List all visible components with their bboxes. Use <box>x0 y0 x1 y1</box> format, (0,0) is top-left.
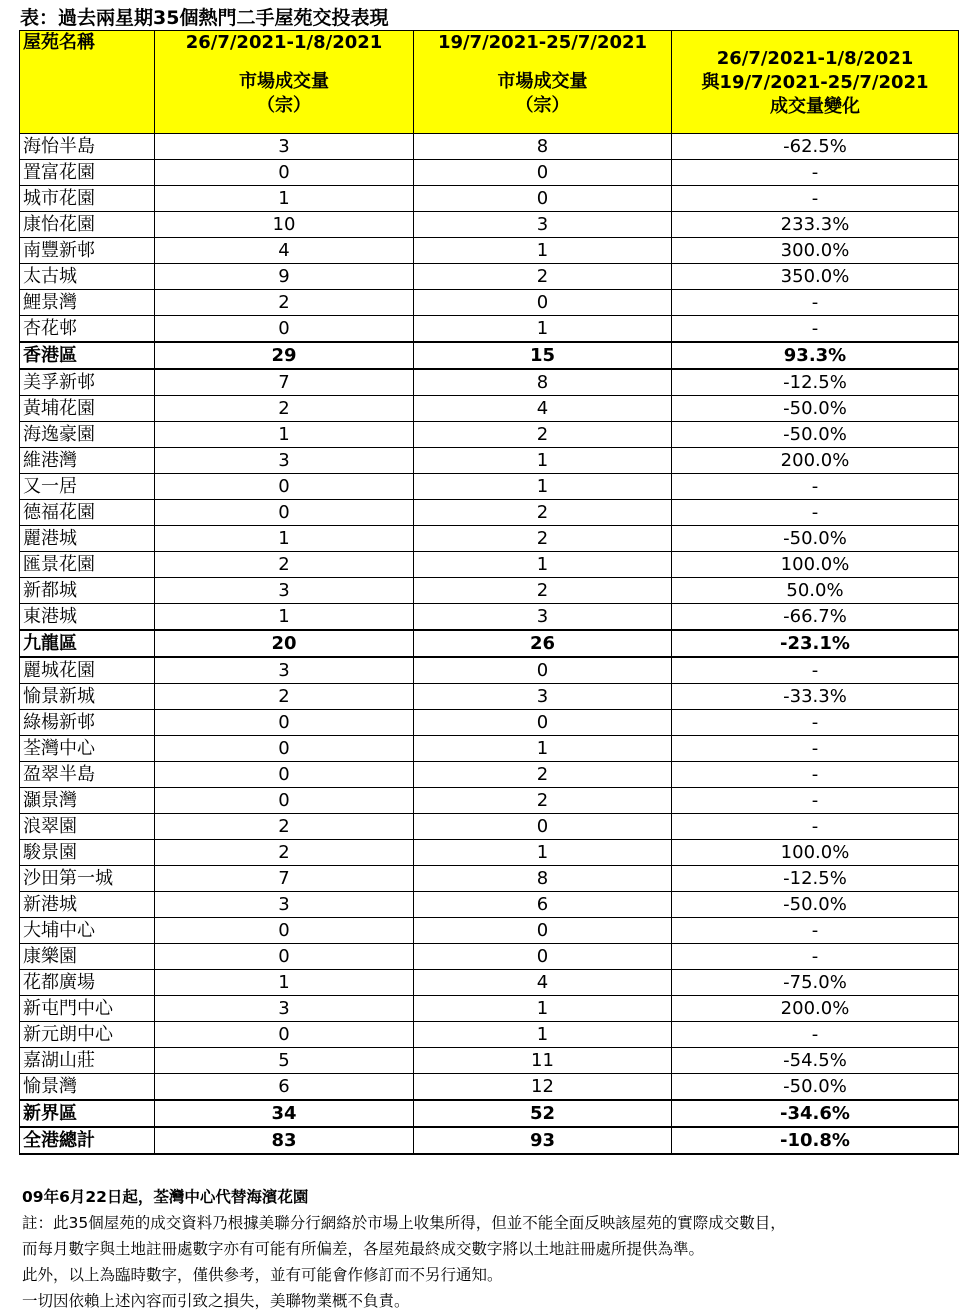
header-previous-week-volume: 市場成交量 <box>497 71 588 92</box>
change-cell: -23.1% <box>672 630 959 657</box>
current-volume-cell: 0 <box>155 1022 414 1048</box>
footnotes <box>22 1184 962 1314</box>
current-volume-cell: 7 <box>155 369 414 396</box>
table-body <box>20 134 959 1155</box>
table-row <box>20 840 959 866</box>
previous-volume-cell: 0 <box>414 918 672 944</box>
current-volume-cell: 2 <box>155 552 414 578</box>
estate-name-cell: 置富花園 <box>20 160 155 186</box>
current-volume-cell: 5 <box>155 1048 414 1074</box>
table-row <box>20 134 959 160</box>
current-volume-cell: 6 <box>155 1074 414 1101</box>
estate-name-cell: 新元朗中心 <box>20 1022 155 1048</box>
change-cell: 300.0% <box>672 238 959 264</box>
estate-name-cell: 沙田第一城 <box>20 866 155 892</box>
current-volume-cell: 0 <box>155 918 414 944</box>
table-row <box>20 970 959 996</box>
change-cell: - <box>672 290 959 316</box>
table-row <box>20 1048 959 1074</box>
current-volume-cell: 9 <box>155 264 414 290</box>
change-cell: -66.7% <box>672 604 959 631</box>
current-volume-cell: 3 <box>155 657 414 684</box>
table-row <box>20 918 959 944</box>
estate-name-cell: 九龍區 <box>20 630 155 657</box>
table-row <box>20 422 959 448</box>
change-cell: -50.0% <box>672 422 959 448</box>
previous-volume-cell: 1 <box>414 474 672 500</box>
change-cell: -54.5% <box>672 1048 959 1074</box>
current-volume-cell: 1 <box>155 970 414 996</box>
change-cell: - <box>672 788 959 814</box>
change-cell: - <box>672 944 959 970</box>
estate-name-cell: 杏花邨 <box>20 316 155 343</box>
table-row <box>20 552 959 578</box>
current-volume-cell: 34 <box>155 1100 414 1127</box>
change-cell: - <box>672 316 959 343</box>
change-cell: - <box>672 500 959 526</box>
change-cell: 100.0% <box>672 552 959 578</box>
table-row <box>20 788 959 814</box>
table-row <box>20 996 959 1022</box>
current-volume-cell: 2 <box>155 290 414 316</box>
current-volume-cell: 2 <box>155 396 414 422</box>
change-cell: -10.8% <box>672 1127 959 1154</box>
change-cell: 93.3% <box>672 342 959 369</box>
estate-name-cell: 全港總計 <box>20 1127 155 1154</box>
estate-name-cell: 鯉景灣 <box>20 290 155 316</box>
previous-volume-cell: 2 <box>414 526 672 552</box>
estate-name-cell: 愉景新城 <box>20 684 155 710</box>
previous-volume-cell: 2 <box>414 264 672 290</box>
table-row <box>20 448 959 474</box>
change-cell: -62.5% <box>672 134 959 160</box>
current-volume-cell: 0 <box>155 474 414 500</box>
header-previous-week-unit: （宗） <box>515 95 570 116</box>
change-cell: - <box>672 762 959 788</box>
table-row <box>20 160 959 186</box>
change-cell: - <box>672 814 959 840</box>
table-row <box>20 604 959 631</box>
previous-volume-cell: 26 <box>414 630 672 657</box>
table-row <box>20 186 959 212</box>
estate-name-cell: 麗城花園 <box>20 657 155 684</box>
previous-volume-cell: 3 <box>414 212 672 238</box>
current-volume-cell: 2 <box>155 814 414 840</box>
change-cell: 200.0% <box>672 996 959 1022</box>
previous-volume-cell: 6 <box>414 892 672 918</box>
district-subtotal-row <box>20 342 959 369</box>
current-volume-cell: 2 <box>155 684 414 710</box>
table-row <box>20 1022 959 1048</box>
footnote-replacement: 09年6月22日起，荃灣中心代替海濱花園 <box>22 1188 309 1206</box>
estate-name-cell: 新界區 <box>20 1100 155 1127</box>
previous-volume-cell: 2 <box>414 788 672 814</box>
previous-volume-cell: 1 <box>414 840 672 866</box>
table-row <box>20 657 959 684</box>
header-change-line2: 與19/7/2021-25/7/2021 <box>701 72 929 93</box>
previous-volume-cell: 1 <box>414 1022 672 1048</box>
header-previous-week <box>414 31 672 134</box>
change-cell: - <box>672 710 959 736</box>
previous-volume-cell: 0 <box>414 290 672 316</box>
change-cell: - <box>672 160 959 186</box>
header-change <box>672 31 959 134</box>
change-cell: -75.0% <box>672 970 959 996</box>
change-cell: 100.0% <box>672 840 959 866</box>
header-estate-name: 屋苑名稱 <box>20 31 155 134</box>
current-volume-cell: 0 <box>155 316 414 343</box>
current-volume-cell: 2 <box>155 840 414 866</box>
estate-name-cell: 城市花園 <box>20 186 155 212</box>
current-volume-cell: 10 <box>155 212 414 238</box>
previous-volume-cell: 0 <box>414 160 672 186</box>
footnote-disclaimer: 一切因依賴上述內容而引致之損失，美聯物業概不負責。 <box>22 1292 410 1310</box>
table-row <box>20 944 959 970</box>
previous-volume-cell: 1 <box>414 552 672 578</box>
estate-name-cell: 海怡半島 <box>20 134 155 160</box>
change-cell: -33.3% <box>672 684 959 710</box>
estate-name-cell: 德福花園 <box>20 500 155 526</box>
current-volume-cell: 0 <box>155 710 414 736</box>
current-volume-cell: 0 <box>155 762 414 788</box>
header-current-week-dates: 26/7/2021-1/8/2021 <box>185 32 383 53</box>
previous-volume-cell: 52 <box>414 1100 672 1127</box>
current-volume-cell: 4 <box>155 238 414 264</box>
footnote-deviation: 而每月數字與土地註冊處數字亦有可能有所偏差，各屋苑最終成交數字將以土地註冊處所提供為準。 <box>22 1240 705 1258</box>
current-volume-cell: 83 <box>155 1127 414 1154</box>
change-cell: 200.0% <box>672 448 959 474</box>
previous-volume-cell: 2 <box>414 578 672 604</box>
table-row <box>20 474 959 500</box>
table-row <box>20 736 959 762</box>
current-volume-cell: 0 <box>155 788 414 814</box>
current-volume-cell: 3 <box>155 134 414 160</box>
estate-name-cell: 麗港城 <box>20 526 155 552</box>
estate-name-cell: 嘉湖山莊 <box>20 1048 155 1074</box>
table-row <box>20 290 959 316</box>
change-cell: - <box>672 918 959 944</box>
page-title: 表：過去兩星期35個熱門二手屋苑交投表現 <box>20 7 389 29</box>
change-cell: 233.3% <box>672 212 959 238</box>
table-row <box>20 866 959 892</box>
estate-name-cell: 香港區 <box>20 342 155 369</box>
table-row <box>20 892 959 918</box>
previous-volume-cell: 1 <box>414 316 672 343</box>
header-previous-week-dates: 19/7/2021-25/7/2021 <box>437 32 648 53</box>
table-row <box>20 526 959 552</box>
change-cell: - <box>672 736 959 762</box>
previous-volume-cell: 2 <box>414 500 672 526</box>
district-subtotal-row <box>20 630 959 657</box>
change-cell: - <box>672 657 959 684</box>
current-volume-cell: 1 <box>155 604 414 631</box>
current-volume-cell: 0 <box>155 736 414 762</box>
table-row <box>20 238 959 264</box>
estate-name-cell: 黃埔花園 <box>20 396 155 422</box>
estate-name-cell: 新都城 <box>20 578 155 604</box>
current-volume-cell: 3 <box>155 892 414 918</box>
table-header-row <box>20 31 959 134</box>
current-volume-cell: 3 <box>155 578 414 604</box>
previous-volume-cell: 4 <box>414 396 672 422</box>
header-current-week-unit: （宗） <box>257 95 311 116</box>
header-change-line3: 成交量變化 <box>770 96 860 117</box>
estate-name-cell: 南豐新邨 <box>20 238 155 264</box>
estate-name-cell: 大埔中心 <box>20 918 155 944</box>
previous-volume-cell: 8 <box>414 866 672 892</box>
estate-name-cell: 新港城 <box>20 892 155 918</box>
estate-name-cell: 愉景灣 <box>20 1074 155 1101</box>
table-row <box>20 264 959 290</box>
current-volume-cell: 20 <box>155 630 414 657</box>
table-row <box>20 369 959 396</box>
previous-volume-cell: 2 <box>414 762 672 788</box>
change-cell: - <box>672 474 959 500</box>
estate-name-cell: 太古城 <box>20 264 155 290</box>
change-cell: -50.0% <box>672 396 959 422</box>
change-cell: - <box>672 186 959 212</box>
footnote-source: 註：此35個屋苑的成交資料乃根據美聯分行網絡於市場上收集所得，但並不能全面反映該屋苑的實際成交數目， <box>22 1214 786 1232</box>
current-volume-cell: 3 <box>155 448 414 474</box>
footnote-provisional: 此外，以上為臨時數字，僅供參考，並有可能會作修訂而不另行通知。 <box>22 1266 503 1284</box>
district-subtotal-row <box>20 1100 959 1127</box>
previous-volume-cell: 0 <box>414 186 672 212</box>
previous-volume-cell: 0 <box>414 814 672 840</box>
estate-name-cell: 匯景花園 <box>20 552 155 578</box>
current-volume-cell: 29 <box>155 342 414 369</box>
estate-name-cell: 康怡花園 <box>20 212 155 238</box>
grand-total-row <box>20 1127 959 1154</box>
current-volume-cell: 1 <box>155 422 414 448</box>
header-current-week-volume: 市場成交量 <box>239 71 329 92</box>
estate-name-cell: 綠楊新邨 <box>20 710 155 736</box>
estate-name-cell: 又一居 <box>20 474 155 500</box>
change-cell: -12.5% <box>672 369 959 396</box>
current-volume-cell: 7 <box>155 866 414 892</box>
current-volume-cell: 1 <box>155 526 414 552</box>
current-volume-cell: 3 <box>155 996 414 1022</box>
previous-volume-cell: 0 <box>414 944 672 970</box>
previous-volume-cell: 8 <box>414 369 672 396</box>
change-cell: -12.5% <box>672 866 959 892</box>
estate-name-cell: 浪翠園 <box>20 814 155 840</box>
table-row <box>20 762 959 788</box>
table-row <box>20 316 959 343</box>
current-volume-cell: 1 <box>155 186 414 212</box>
previous-volume-cell: 4 <box>414 970 672 996</box>
transaction-table <box>19 30 959 1155</box>
previous-volume-cell: 1 <box>414 736 672 762</box>
estate-name-cell: 康樂園 <box>20 944 155 970</box>
previous-volume-cell: 3 <box>414 684 672 710</box>
estate-name-cell: 盈翠半島 <box>20 762 155 788</box>
estate-name-cell: 海逸豪園 <box>20 422 155 448</box>
previous-volume-cell: 3 <box>414 604 672 631</box>
estate-name-cell: 維港灣 <box>20 448 155 474</box>
previous-volume-cell: 8 <box>414 134 672 160</box>
previous-volume-cell: 0 <box>414 710 672 736</box>
change-cell: -50.0% <box>672 892 959 918</box>
current-volume-cell: 0 <box>155 160 414 186</box>
table-row <box>20 578 959 604</box>
table-row <box>20 684 959 710</box>
previous-volume-cell: 12 <box>414 1074 672 1101</box>
estate-name-cell: 駿景園 <box>20 840 155 866</box>
change-cell: -34.6% <box>672 1100 959 1127</box>
change-cell: -50.0% <box>672 526 959 552</box>
previous-volume-cell: 1 <box>414 448 672 474</box>
table-row <box>20 396 959 422</box>
table-row <box>20 212 959 238</box>
estate-name-cell: 東港城 <box>20 604 155 631</box>
previous-volume-cell: 11 <box>414 1048 672 1074</box>
estate-name-cell: 灝景灣 <box>20 788 155 814</box>
previous-volume-cell: 1 <box>414 238 672 264</box>
change-cell: 50.0% <box>672 578 959 604</box>
current-volume-cell: 0 <box>155 500 414 526</box>
change-cell: 350.0% <box>672 264 959 290</box>
estate-name-cell: 花都廣場 <box>20 970 155 996</box>
change-cell: -50.0% <box>672 1074 959 1101</box>
estate-name-cell: 美孚新邨 <box>20 369 155 396</box>
previous-volume-cell: 15 <box>414 342 672 369</box>
current-volume-cell: 0 <box>155 944 414 970</box>
table-row <box>20 814 959 840</box>
change-cell: - <box>672 1022 959 1048</box>
table-row <box>20 710 959 736</box>
previous-volume-cell: 93 <box>414 1127 672 1154</box>
header-change-line1: 26/7/2021-1/8/2021 <box>716 48 914 69</box>
previous-volume-cell: 1 <box>414 996 672 1022</box>
table-row <box>20 1074 959 1101</box>
previous-volume-cell: 2 <box>414 422 672 448</box>
estate-name-cell: 新屯門中心 <box>20 996 155 1022</box>
table-row <box>20 500 959 526</box>
header-current-week <box>155 31 414 134</box>
estate-name-cell: 荃灣中心 <box>20 736 155 762</box>
previous-volume-cell: 0 <box>414 657 672 684</box>
